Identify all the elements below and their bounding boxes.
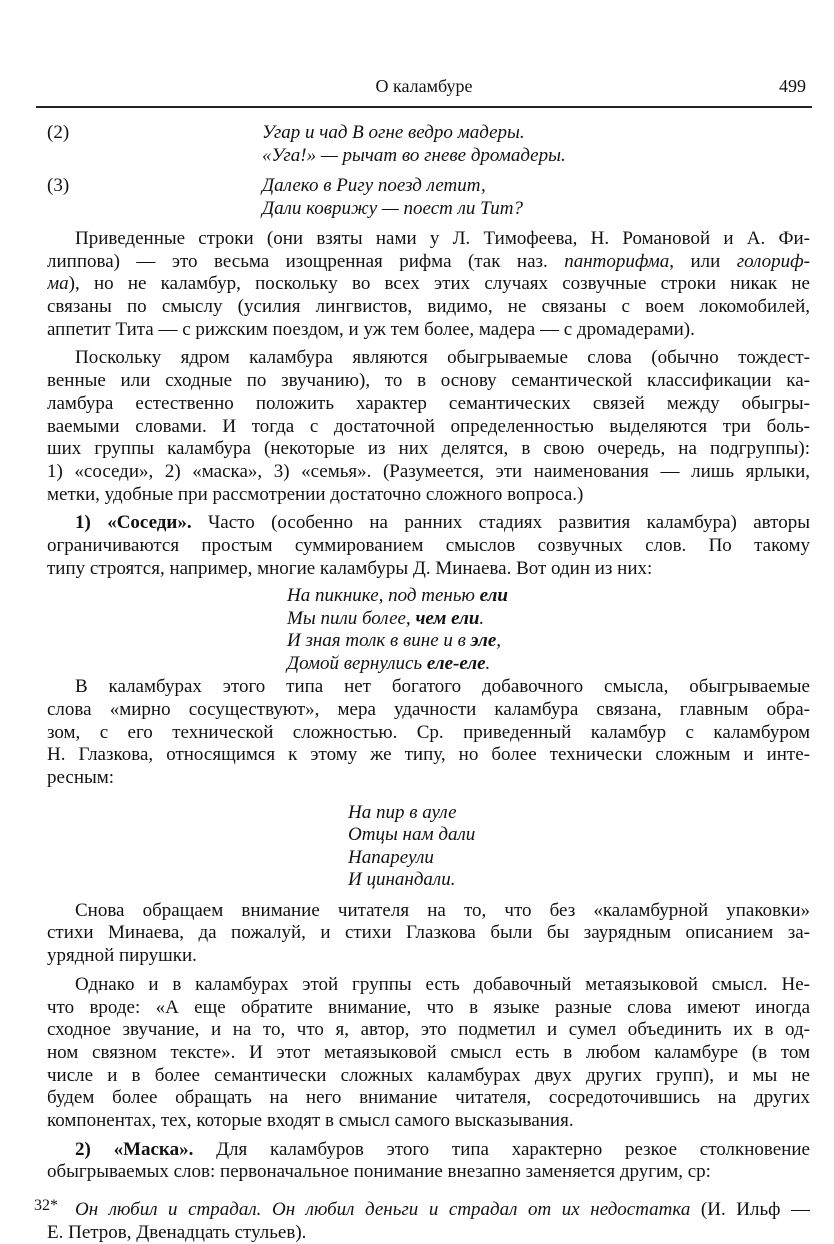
text-run: 1) «соседи», 2) «маска», 3) «семья». (Разумеется, эти наименования — лишь ярлыки, bbox=[47, 460, 810, 482]
text-run: ели bbox=[479, 585, 508, 607]
text-run: ма bbox=[47, 273, 69, 295]
text-line bbox=[47, 922, 810, 945]
text-run: связаны по смыслу (усилия лингвистов, видимо, не связаны с воем локомобилей, bbox=[47, 296, 810, 318]
text-line bbox=[47, 1161, 810, 1184]
text-run: панторифма bbox=[564, 250, 670, 272]
text-line bbox=[47, 416, 810, 439]
text-line bbox=[47, 347, 810, 370]
page-number: 499 bbox=[779, 76, 806, 96]
text-line bbox=[47, 251, 810, 274]
text-run: зом, с его технической сложностью. Ср. приведенный каламбур с каламбуром bbox=[47, 721, 810, 743]
text-line bbox=[47, 1087, 810, 1110]
poem-line bbox=[47, 653, 810, 676]
running-title: О каламбуре bbox=[375, 76, 473, 96]
text-line bbox=[47, 1139, 810, 1162]
verse-line: Угар и чад В огне ведро мадеры. bbox=[262, 122, 525, 143]
text-run: 2) «Маска». bbox=[75, 1138, 194, 1160]
content-blocks bbox=[47, 228, 810, 1244]
text-run: ном связном тексте». И этот метаязыковой смысл есть в любом каламбуре (в том bbox=[47, 1041, 810, 1063]
text-run: Н. Глазкова, относящимся к этому же типу, но более технически сложным и инте- bbox=[47, 744, 810, 766]
paragraph bbox=[47, 347, 810, 506]
paragraph bbox=[47, 512, 810, 580]
text-run: Домой вернулись bbox=[287, 652, 427, 674]
text-run: венные или сходные по звучанию), то в основу семантической классификации ка- bbox=[47, 370, 810, 392]
text-run: голориф- bbox=[736, 250, 810, 272]
text-line bbox=[47, 319, 810, 342]
poem-line bbox=[47, 824, 810, 847]
running-header bbox=[36, 74, 812, 108]
text-line bbox=[47, 461, 810, 484]
text-line bbox=[47, 1222, 810, 1244]
text-run: сходное звучание, и на то, что я, автор, это подметил и сумел объединить их в од- bbox=[47, 1019, 810, 1041]
verse-number: (3) bbox=[47, 175, 70, 196]
poem-line bbox=[47, 847, 810, 870]
text-line bbox=[47, 558, 810, 581]
text-line bbox=[47, 974, 810, 997]
poem-line bbox=[47, 630, 810, 653]
text-run: , bbox=[496, 630, 502, 652]
text-run: Он любил и страдал. Он любил деньги и страдал от их недостатка bbox=[75, 1199, 691, 1220]
text-run: Приведенные строки (они взяты нами у Л. Тимофеева, Н. Романовой и А. Фи- bbox=[75, 228, 810, 249]
text-run: числе и в более семантически сложных каламбурах двух других групп), и мы не bbox=[47, 1064, 810, 1086]
paragraph bbox=[47, 900, 810, 968]
text-line bbox=[47, 699, 810, 722]
text-run: На пир в ауле bbox=[348, 801, 457, 823]
text-run: ), но не каламбур, поскольку во всех этих случаях созвучные строки никак не bbox=[68, 273, 810, 295]
poem-line bbox=[47, 608, 810, 631]
text-line bbox=[47, 370, 810, 393]
text-run: ваемыми словами. И тогда с достаточной определенностью выделяются три боль- bbox=[47, 415, 810, 437]
printer-signature-mark: 32* bbox=[34, 1197, 58, 1214]
text-run: урядной пирушки. bbox=[47, 945, 197, 967]
text-run: Мы пили более, bbox=[287, 607, 416, 629]
text-run: Е. Петров, Двенадцать стульев). bbox=[47, 1221, 307, 1243]
text-run: эле bbox=[470, 630, 497, 652]
verse-line: «Уга!» — рычат во гневе дромадеры. bbox=[262, 144, 566, 166]
text-run: ресным: bbox=[47, 767, 115, 789]
text-line bbox=[47, 273, 810, 296]
verse-line: Далеко в Ригу поезд летит, bbox=[262, 175, 486, 196]
text-run: будем более обращать на него внимание читателя, сосредоточившись на других bbox=[47, 1087, 810, 1109]
poem bbox=[47, 802, 810, 892]
text-run: . bbox=[485, 652, 491, 674]
text-line bbox=[47, 393, 810, 416]
text-line bbox=[47, 1065, 810, 1088]
paragraph bbox=[47, 676, 810, 789]
text-line bbox=[47, 945, 810, 968]
text-line bbox=[47, 676, 810, 699]
poem-line bbox=[47, 802, 810, 825]
text-line bbox=[47, 767, 810, 790]
numbered-verse bbox=[47, 175, 810, 220]
text-run: (И. Ильф — bbox=[690, 1199, 810, 1220]
text-run: ограничиваются простым суммированием смыслов созвучных слов. По такому bbox=[47, 534, 810, 556]
text-run: ламбура естественно положить характер семантических связей между обыгры- bbox=[47, 392, 810, 414]
text-run: 1) «Соседи». bbox=[75, 512, 192, 534]
paragraph bbox=[47, 1199, 810, 1244]
text-run: Снова обращаем внимание читателя на то, что без «каламбурной упаковки» bbox=[75, 899, 810, 921]
text-run: липпова) — это весьма изощренная рифма (так наз. bbox=[47, 250, 565, 272]
numbered-verse bbox=[47, 122, 810, 167]
text-run: Для каламбуров этого типа характерно резкое столкновение bbox=[193, 1138, 810, 1160]
text-run: еле-еле bbox=[426, 652, 486, 674]
text-run: слова «мирно сосуществуют», мера удачности каламбура связана, главным обра- bbox=[47, 699, 810, 720]
text-run: Отцы нам дали bbox=[348, 824, 476, 846]
text-line bbox=[47, 997, 810, 1020]
text-line bbox=[47, 1199, 810, 1222]
verse-line: Дали коврижу — поест ли Тит? bbox=[262, 197, 523, 219]
page-body bbox=[47, 122, 810, 1244]
text-run: И цинандали. bbox=[348, 869, 456, 891]
text-line bbox=[47, 535, 810, 558]
text-run: типу строятся, например, многие каламбуры Д. Минаева. Вот один из них: bbox=[47, 557, 653, 579]
poem bbox=[47, 585, 810, 675]
text-line bbox=[47, 1042, 810, 1065]
text-line bbox=[47, 484, 810, 507]
text-run: что вроде: «А еще обратите внимание, что в языке разные слова имеют иногда bbox=[47, 996, 810, 1018]
text-line bbox=[47, 228, 810, 251]
text-line bbox=[47, 900, 810, 923]
text-run: И зная толк в вине и в bbox=[287, 630, 471, 652]
text-line bbox=[47, 512, 810, 535]
text-line bbox=[47, 438, 810, 461]
text-line bbox=[47, 1110, 810, 1133]
verse-number: (2) bbox=[47, 122, 70, 143]
text-run: . bbox=[479, 607, 485, 629]
text-run: Часто (особенно на ранних стадиях развития каламбура) авторы bbox=[191, 512, 810, 534]
poem-line bbox=[47, 585, 810, 608]
text-line bbox=[47, 722, 810, 745]
text-run: В каламбурах этого типа нет богатого добавочного смысла, обыгрываемые bbox=[75, 676, 810, 698]
text-run: обыгрываемых слов: первоначальное понимание внезапно заменяется другим, ср: bbox=[47, 1161, 711, 1183]
text-run: компонентах, тех, которые входят в смысл самого высказывания. bbox=[47, 1109, 574, 1131]
text-run: Однако и в каламбурах этой группы есть добавочный метаязыковой смысл. Не- bbox=[75, 973, 810, 995]
text-line bbox=[47, 744, 810, 767]
text-run: метки, удобные при рассмотрении достаточно сложного вопроса.) bbox=[47, 483, 584, 505]
text-run: ших группы каламбура (некоторые из них делятся, в свою очередь, на подгруппы): bbox=[47, 438, 810, 460]
intro-verses bbox=[47, 122, 810, 220]
text-run: На пикнике, под тенью bbox=[287, 585, 480, 607]
poem-line bbox=[47, 869, 810, 892]
paragraph bbox=[47, 974, 810, 1133]
text-line bbox=[47, 1019, 810, 1042]
text-run: стихи Минаева, да пожалуй, и стихи Глазкова были бы заурядным описанием за- bbox=[47, 922, 810, 944]
text-run: Поскольку ядром каламбура являются обыгрываемые слова (обычно тождест- bbox=[75, 347, 810, 369]
text-run: аппетит Тита — с рижским поездом, и уж тем более, мадера — с дромадерами). bbox=[47, 318, 695, 340]
text-run: , или bbox=[669, 250, 737, 272]
text-run: Напареули bbox=[348, 846, 434, 868]
text-line bbox=[47, 296, 810, 319]
paragraph bbox=[47, 228, 810, 341]
text-run: чем ели bbox=[415, 607, 480, 629]
paragraph bbox=[47, 1139, 810, 1184]
